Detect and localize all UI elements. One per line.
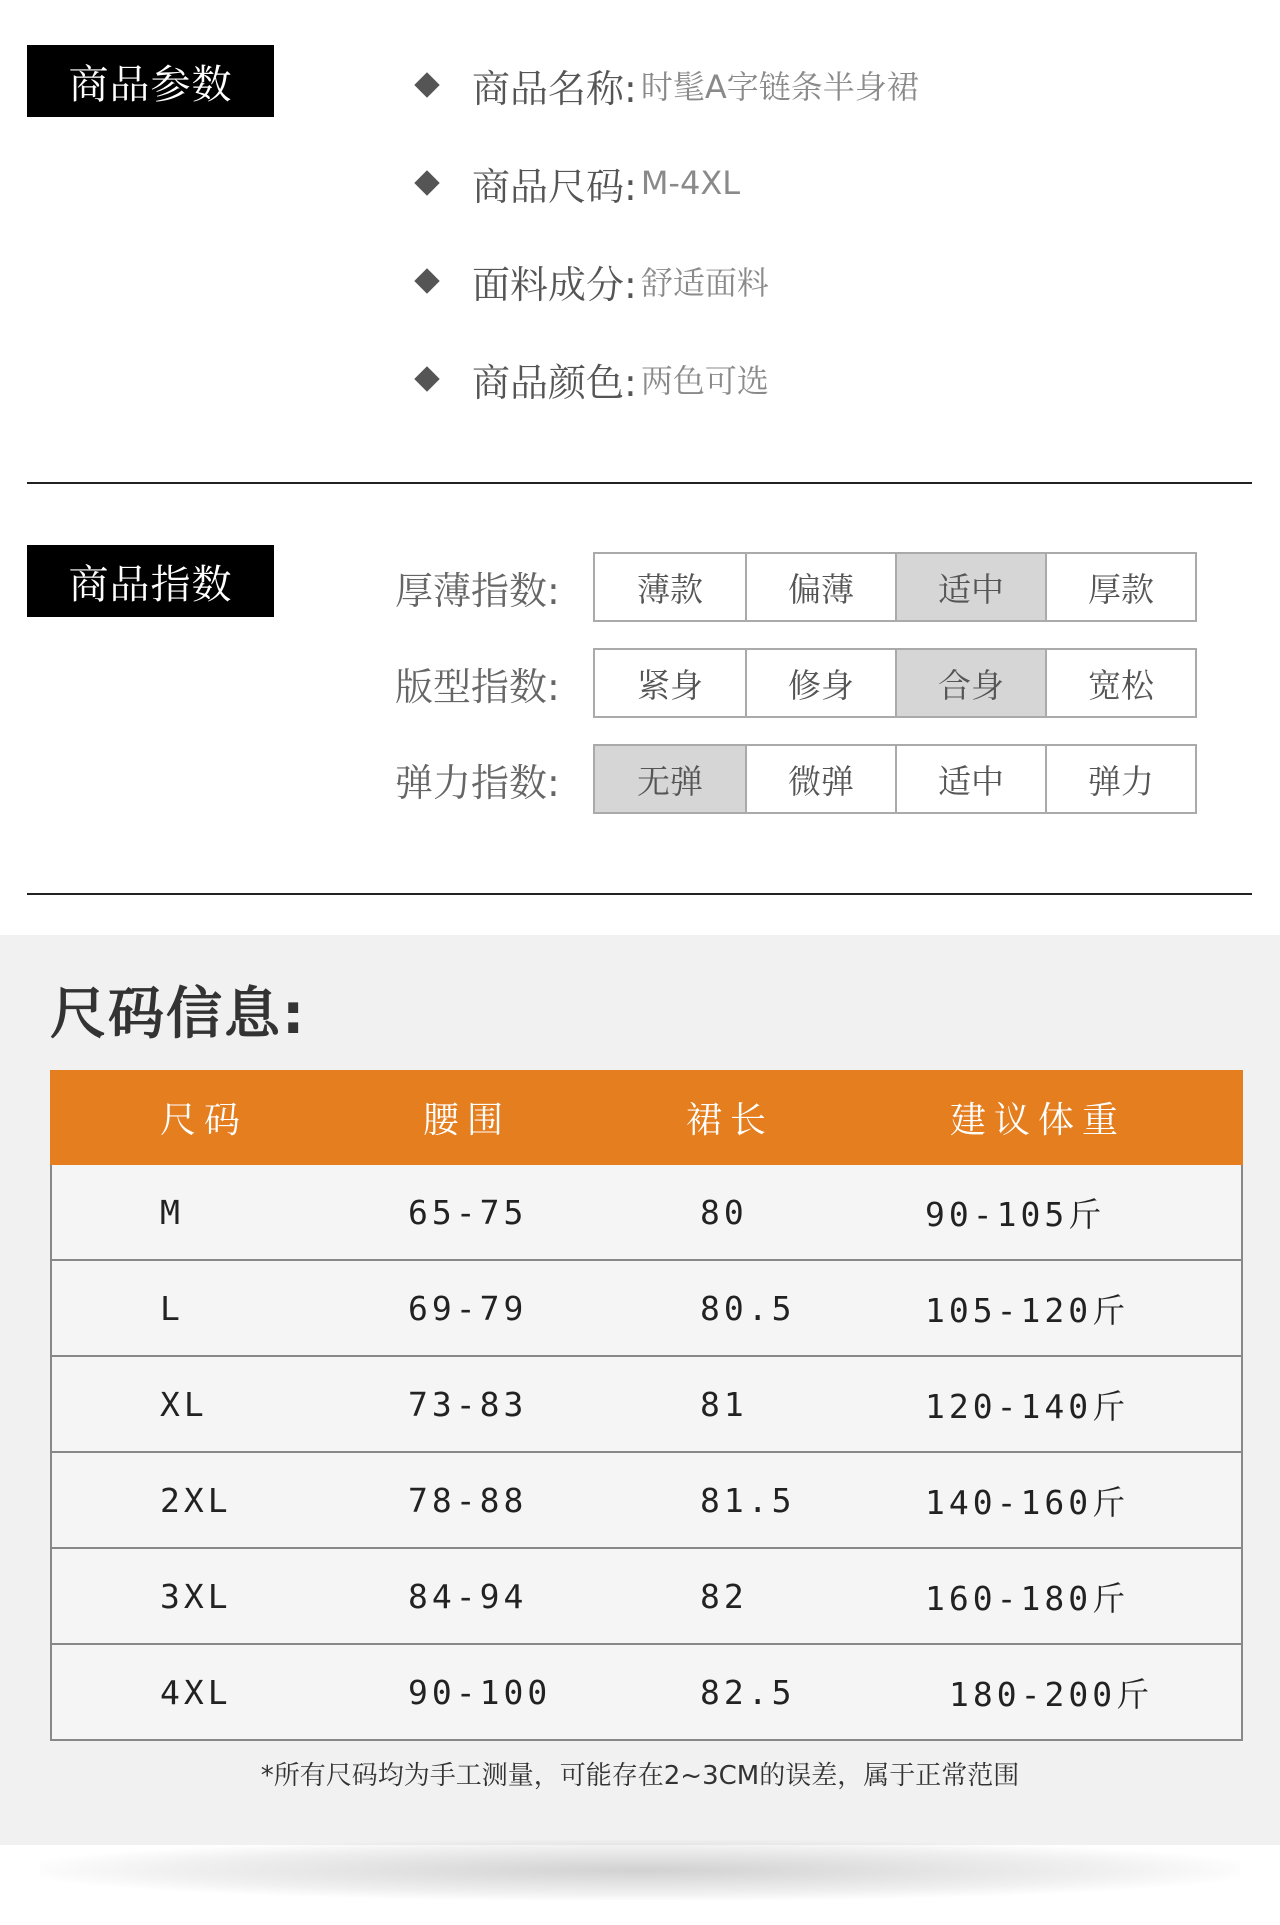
cell-weight: 120-140斤 (925, 1386, 1130, 1426)
index-key: 弹力指数: (395, 760, 560, 805)
index-key: 版型指数: (395, 664, 560, 709)
index-option: 厚款 (1045, 554, 1195, 620)
diamond-bullet-icon (414, 366, 439, 391)
size-table-header (50, 1070, 1243, 1165)
cell-weight: 90-105斤 (925, 1194, 1106, 1234)
index-option: 微弹 (745, 746, 895, 812)
index-option-selected: 合身 (895, 650, 1045, 716)
index-option: 适中 (895, 746, 1045, 812)
param-key: 商品名称: (472, 66, 637, 111)
size-info-section (0, 935, 1280, 1845)
cell-length: 81 (700, 1384, 748, 1424)
table-row (50, 1453, 1243, 1549)
product-params-label: 商品参数 (27, 45, 274, 117)
cell-length: 82.5 (700, 1672, 796, 1712)
index-option: 薄款 (595, 554, 745, 620)
cell-weight: 180-200斤 (949, 1674, 1154, 1714)
param-row-size (410, 153, 740, 213)
cell-size: 4XL (160, 1672, 232, 1712)
index-option: 紧身 (595, 650, 745, 716)
index-row-thickness (395, 552, 1197, 622)
param-key: 面料成分: (472, 262, 637, 307)
index-option: 弹力 (1045, 746, 1195, 812)
param-value: 两色可选 (640, 362, 769, 400)
cell-weight: 160-180斤 (925, 1578, 1130, 1618)
col-header-waist: 腰围 (423, 1100, 512, 1141)
section-divider (27, 482, 1252, 484)
cell-size: L (160, 1288, 184, 1328)
cell-size: M (160, 1192, 184, 1232)
cell-size: XL (160, 1384, 208, 1424)
cell-waist: 73-83 (408, 1384, 528, 1424)
cell-size: 2XL (160, 1480, 232, 1520)
cell-waist: 78-88 (408, 1480, 528, 1520)
index-option-selected: 无弹 (595, 746, 745, 812)
col-header-weight: 建议体重 (950, 1100, 1127, 1141)
diamond-bullet-icon (414, 72, 439, 97)
cell-waist: 65-75 (408, 1192, 528, 1232)
size-info-title: 尺码信息: (50, 982, 307, 1047)
table-row (50, 1549, 1243, 1645)
index-options (593, 744, 1197, 814)
index-key: 厚薄指数: (395, 568, 560, 613)
index-option: 修身 (745, 650, 895, 716)
cell-waist: 90-100 (408, 1672, 552, 1712)
cell-weight: 105-120斤 (925, 1290, 1130, 1330)
index-row-fit (395, 648, 1197, 718)
param-key: 商品尺码: (472, 164, 637, 209)
table-row (50, 1261, 1243, 1357)
col-header-size: 尺码 (160, 1100, 249, 1141)
index-option: 宽松 (1045, 650, 1195, 716)
index-option: 偏薄 (745, 554, 895, 620)
param-value: 舒适面料 (640, 264, 769, 302)
param-row-name (410, 55, 919, 115)
diamond-bullet-icon (414, 268, 439, 293)
bottom-shadow (40, 1840, 1240, 1900)
table-row (50, 1357, 1243, 1453)
param-row-color (410, 349, 769, 409)
size-table (50, 1070, 1243, 1741)
cell-size: 3XL (160, 1576, 232, 1616)
table-row (50, 1645, 1243, 1741)
param-row-fabric (410, 251, 769, 311)
index-row-elasticity (395, 744, 1197, 814)
cell-length: 81.5 (700, 1480, 796, 1520)
table-row (50, 1165, 1243, 1261)
cell-length: 82 (700, 1576, 748, 1616)
param-value: 时髦A字链条半身裙 (640, 68, 919, 106)
param-key: 商品颜色: (472, 360, 637, 405)
cell-weight: 140-160斤 (925, 1482, 1130, 1522)
index-options (593, 552, 1197, 622)
section-divider (27, 893, 1252, 895)
diamond-bullet-icon (414, 170, 439, 195)
cell-length: 80 (700, 1192, 748, 1232)
col-header-length: 裙长 (686, 1100, 775, 1141)
product-index-label: 商品指数 (27, 545, 274, 617)
index-option-selected: 适中 (895, 554, 1045, 620)
param-value: M-4XL (640, 164, 741, 202)
cell-waist: 69-79 (408, 1288, 528, 1328)
cell-length: 80.5 (700, 1288, 796, 1328)
measurement-note: *所有尺码均为手工测量，可能存在2~3CM的误差，属于正常范围 (260, 1761, 1020, 1791)
index-options (593, 648, 1197, 718)
cell-waist: 84-94 (408, 1576, 528, 1616)
